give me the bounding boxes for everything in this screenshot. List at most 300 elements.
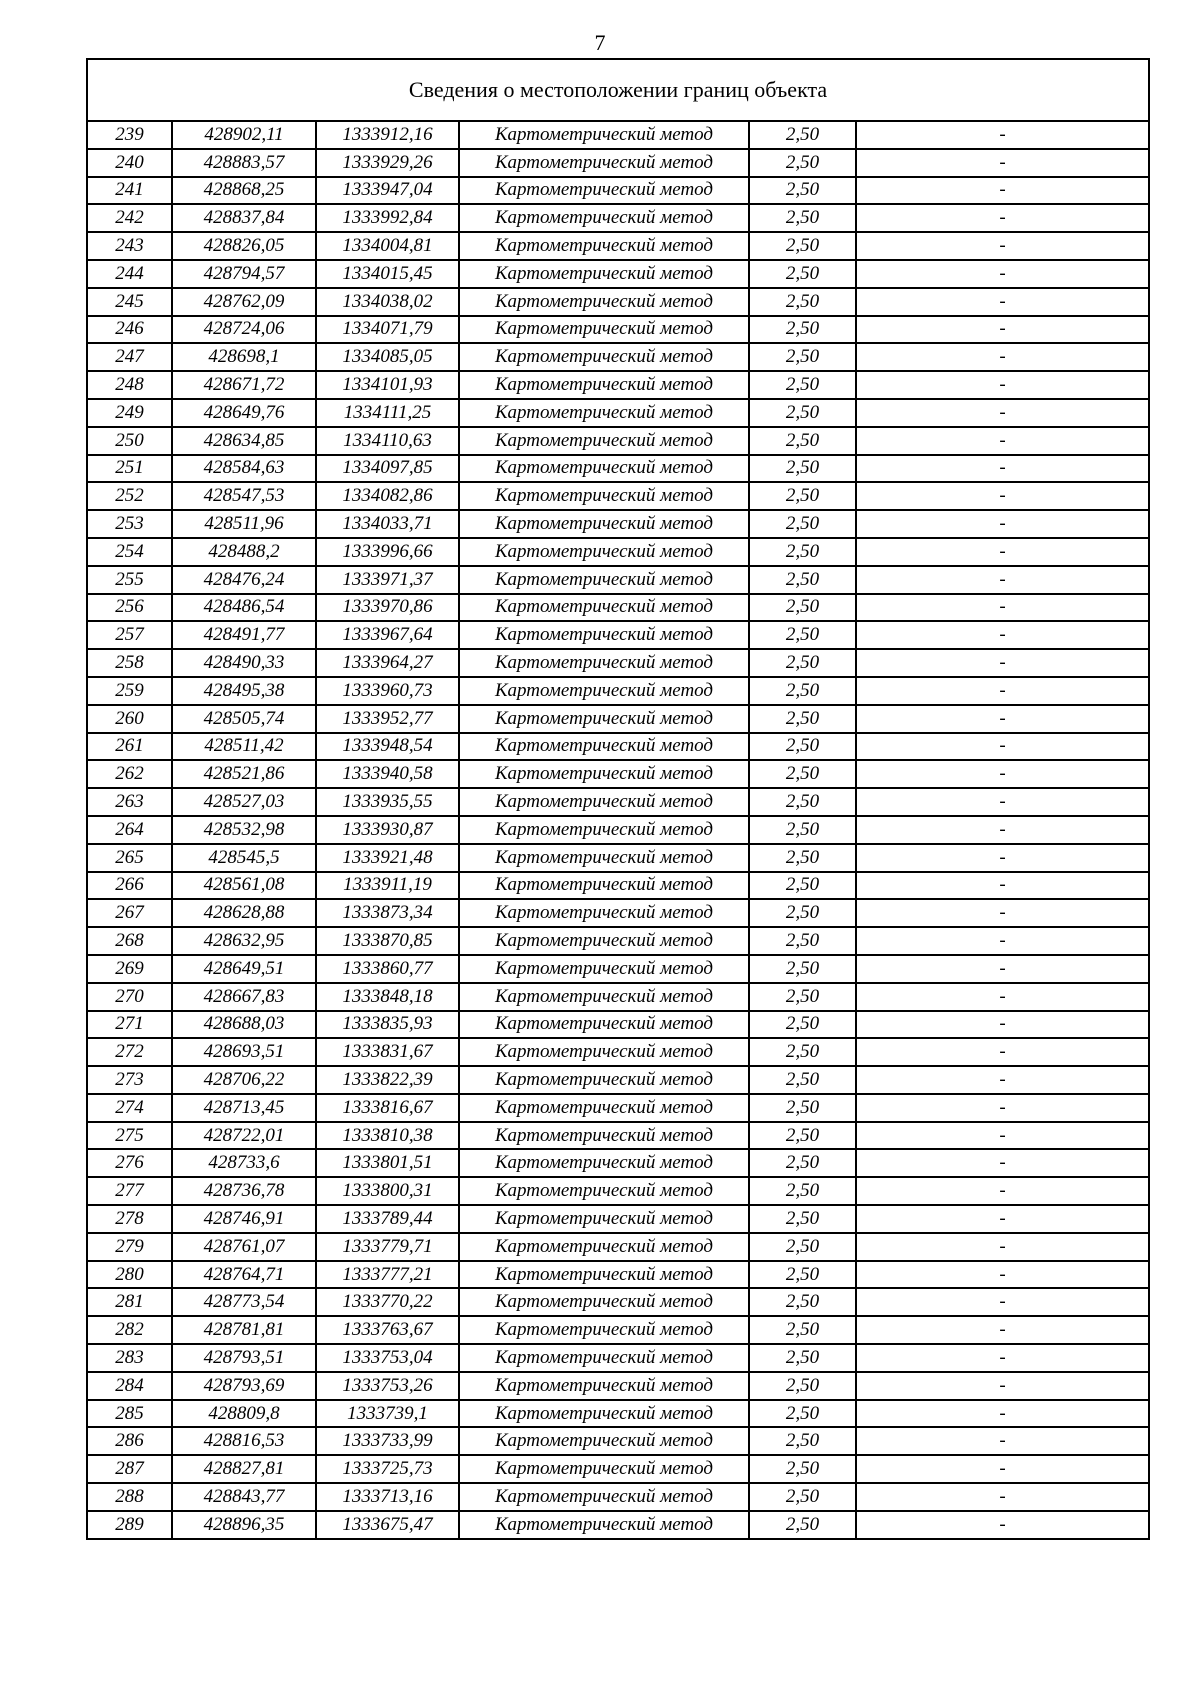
table-row (87, 1094, 1149, 1122)
accuracy-cell: 2,50 (749, 1455, 856, 1483)
method-cell: Картометрический метод (459, 1511, 749, 1539)
accuracy-cell: 2,50 (749, 566, 856, 594)
description-cell: - (856, 1483, 1149, 1511)
accuracy-cell: 2,50 (749, 1177, 856, 1205)
description-cell: - (856, 232, 1149, 260)
method-cell: Картометрический метод (459, 177, 749, 205)
method-cell: Картометрический метод (459, 1149, 749, 1177)
description-cell: - (856, 288, 1149, 316)
point-number-cell: 239 (87, 121, 172, 149)
description-cell: - (856, 1011, 1149, 1039)
accuracy-cell: 2,50 (749, 983, 856, 1011)
point-number-cell: 250 (87, 427, 172, 455)
accuracy-cell: 2,50 (749, 1400, 856, 1428)
table-row (87, 1205, 1149, 1233)
y-coordinate-cell: 1333996,66 (316, 538, 459, 566)
accuracy-cell: 2,50 (749, 427, 856, 455)
y-coordinate-cell: 1334101,93 (316, 371, 459, 399)
accuracy-cell: 2,50 (749, 955, 856, 983)
y-coordinate-cell: 1333763,67 (316, 1316, 459, 1344)
accuracy-cell: 2,50 (749, 204, 856, 232)
table-row (87, 177, 1149, 205)
description-cell: - (856, 316, 1149, 344)
description-cell: - (856, 149, 1149, 177)
method-cell: Картометрический метод (459, 232, 749, 260)
description-cell: - (856, 510, 1149, 538)
description-cell: - (856, 955, 1149, 983)
table-row (87, 510, 1149, 538)
point-number-cell: 271 (87, 1011, 172, 1039)
description-cell: - (856, 927, 1149, 955)
description-cell: - (856, 177, 1149, 205)
table-row (87, 371, 1149, 399)
x-coordinate-cell: 428902,11 (172, 121, 316, 149)
method-cell: Картометрический метод (459, 121, 749, 149)
y-coordinate-cell: 1333940,58 (316, 760, 459, 788)
point-number-cell: 274 (87, 1094, 172, 1122)
accuracy-cell: 2,50 (749, 343, 856, 371)
description-cell: - (856, 399, 1149, 427)
x-coordinate-cell: 428490,33 (172, 649, 316, 677)
x-coordinate-cell: 428511,42 (172, 733, 316, 761)
method-cell: Картометрический метод (459, 316, 749, 344)
x-coordinate-cell: 428826,05 (172, 232, 316, 260)
accuracy-cell: 2,50 (749, 288, 856, 316)
point-number-cell: 278 (87, 1205, 172, 1233)
point-number-cell: 243 (87, 232, 172, 260)
table-row (87, 1066, 1149, 1094)
accuracy-cell: 2,50 (749, 1372, 856, 1400)
x-coordinate-cell: 428722,01 (172, 1122, 316, 1150)
y-coordinate-cell: 1333948,54 (316, 733, 459, 761)
y-coordinate-cell: 1334085,05 (316, 343, 459, 371)
y-coordinate-cell: 1333992,84 (316, 204, 459, 232)
y-coordinate-cell: 1333921,48 (316, 844, 459, 872)
point-number-cell: 285 (87, 1400, 172, 1428)
description-cell: - (856, 1233, 1149, 1261)
method-cell: Картометрический метод (459, 455, 749, 483)
y-coordinate-cell: 1334110,63 (316, 427, 459, 455)
method-cell: Картометрический метод (459, 1344, 749, 1372)
table-row (87, 705, 1149, 733)
x-coordinate-cell: 428521,86 (172, 760, 316, 788)
y-coordinate-cell: 1333789,44 (316, 1205, 459, 1233)
accuracy-cell: 2,50 (749, 816, 856, 844)
description-cell: - (856, 594, 1149, 622)
x-coordinate-cell: 428794,57 (172, 260, 316, 288)
method-cell: Картометрический метод (459, 677, 749, 705)
description-cell: - (856, 455, 1149, 483)
table-row (87, 1316, 1149, 1344)
table-row (87, 316, 1149, 344)
point-number-cell: 270 (87, 983, 172, 1011)
point-number-cell: 275 (87, 1122, 172, 1150)
y-coordinate-cell: 1334111,25 (316, 399, 459, 427)
table-row (87, 1233, 1149, 1261)
table-body (87, 121, 1149, 1539)
y-coordinate-cell: 1333822,39 (316, 1066, 459, 1094)
method-cell: Картометрический метод (459, 705, 749, 733)
x-coordinate-cell: 428764,71 (172, 1261, 316, 1289)
description-cell: - (856, 427, 1149, 455)
x-coordinate-cell: 428762,09 (172, 288, 316, 316)
table-row (87, 1177, 1149, 1205)
point-number-cell: 246 (87, 316, 172, 344)
method-cell: Картометрический метод (459, 1372, 749, 1400)
point-number-cell: 288 (87, 1483, 172, 1511)
x-coordinate-cell: 428632,95 (172, 927, 316, 955)
table-row (87, 343, 1149, 371)
y-coordinate-cell: 1333835,93 (316, 1011, 459, 1039)
y-coordinate-cell: 1333753,04 (316, 1344, 459, 1372)
description-cell: - (856, 1122, 1149, 1150)
point-number-cell: 260 (87, 705, 172, 733)
method-cell: Картометрический метод (459, 872, 749, 900)
table-row (87, 455, 1149, 483)
table-row (87, 1149, 1149, 1177)
accuracy-cell: 2,50 (749, 260, 856, 288)
x-coordinate-cell: 428724,06 (172, 316, 316, 344)
method-cell: Картометрический метод (459, 1261, 749, 1289)
point-number-cell: 287 (87, 1455, 172, 1483)
table-row (87, 677, 1149, 705)
method-cell: Картометрический метод (459, 1177, 749, 1205)
table-row (87, 1288, 1149, 1316)
method-cell: Картометрический метод (459, 1427, 749, 1455)
method-cell: Картометрический метод (459, 149, 749, 177)
method-cell: Картометрический метод (459, 288, 749, 316)
table-title: Сведения о местоположении границ объекта (87, 59, 1149, 121)
table-row (87, 566, 1149, 594)
point-number-cell: 273 (87, 1066, 172, 1094)
table-row (87, 427, 1149, 455)
point-number-cell: 259 (87, 677, 172, 705)
y-coordinate-cell: 1333831,67 (316, 1038, 459, 1066)
x-coordinate-cell: 428527,03 (172, 788, 316, 816)
description-cell: - (856, 1066, 1149, 1094)
description-cell: - (856, 705, 1149, 733)
x-coordinate-cell: 428837,84 (172, 204, 316, 232)
method-cell: Картометрический метод (459, 1233, 749, 1261)
table-row (87, 1427, 1149, 1455)
y-coordinate-cell: 1333816,67 (316, 1094, 459, 1122)
x-coordinate-cell: 428746,91 (172, 1205, 316, 1233)
method-cell: Картометрический метод (459, 955, 749, 983)
description-cell: - (856, 1177, 1149, 1205)
accuracy-cell: 2,50 (749, 1483, 856, 1511)
description-cell: - (856, 983, 1149, 1011)
method-cell: Картометрический метод (459, 760, 749, 788)
accuracy-cell: 2,50 (749, 399, 856, 427)
table-row (87, 1511, 1149, 1539)
accuracy-cell: 2,50 (749, 455, 856, 483)
description-cell: - (856, 482, 1149, 510)
accuracy-cell: 2,50 (749, 149, 856, 177)
description-cell: - (856, 677, 1149, 705)
x-coordinate-cell: 428736,78 (172, 1177, 316, 1205)
accuracy-cell: 2,50 (749, 1344, 856, 1372)
point-number-cell: 249 (87, 399, 172, 427)
x-coordinate-cell: 428649,51 (172, 955, 316, 983)
y-coordinate-cell: 1333967,64 (316, 621, 459, 649)
description-cell: - (856, 371, 1149, 399)
x-coordinate-cell: 428827,81 (172, 1455, 316, 1483)
accuracy-cell: 2,50 (749, 1149, 856, 1177)
y-coordinate-cell: 1333873,34 (316, 899, 459, 927)
x-coordinate-cell: 428698,1 (172, 343, 316, 371)
x-coordinate-cell: 428649,76 (172, 399, 316, 427)
y-coordinate-cell: 1333779,71 (316, 1233, 459, 1261)
method-cell: Картометрический метод (459, 399, 749, 427)
x-coordinate-cell: 428809,8 (172, 1400, 316, 1428)
table-row (87, 288, 1149, 316)
x-coordinate-cell: 428584,63 (172, 455, 316, 483)
accuracy-cell: 2,50 (749, 649, 856, 677)
accuracy-cell: 2,50 (749, 1233, 856, 1261)
description-cell: - (856, 816, 1149, 844)
point-number-cell: 267 (87, 899, 172, 927)
x-coordinate-cell: 428773,54 (172, 1288, 316, 1316)
point-number-cell: 281 (87, 1288, 172, 1316)
table-row (87, 983, 1149, 1011)
description-cell: - (856, 788, 1149, 816)
table-row (87, 121, 1149, 149)
accuracy-cell: 2,50 (749, 872, 856, 900)
accuracy-cell: 2,50 (749, 844, 856, 872)
point-number-cell: 277 (87, 1177, 172, 1205)
accuracy-cell: 2,50 (749, 899, 856, 927)
table-row (87, 232, 1149, 260)
point-number-cell: 286 (87, 1427, 172, 1455)
accuracy-cell: 2,50 (749, 232, 856, 260)
x-coordinate-cell: 428505,74 (172, 705, 316, 733)
point-number-cell: 280 (87, 1261, 172, 1289)
point-number-cell: 248 (87, 371, 172, 399)
description-cell: - (856, 1094, 1149, 1122)
method-cell: Картометрический метод (459, 260, 749, 288)
accuracy-cell: 2,50 (749, 788, 856, 816)
accuracy-cell: 2,50 (749, 1316, 856, 1344)
x-coordinate-cell: 428561,08 (172, 872, 316, 900)
y-coordinate-cell: 1334071,79 (316, 316, 459, 344)
point-number-cell: 289 (87, 1511, 172, 1539)
point-number-cell: 245 (87, 288, 172, 316)
table-row (87, 816, 1149, 844)
table-row (87, 788, 1149, 816)
point-number-cell: 269 (87, 955, 172, 983)
accuracy-cell: 2,50 (749, 1122, 856, 1150)
description-cell: - (856, 1400, 1149, 1428)
description-cell: - (856, 844, 1149, 872)
y-coordinate-cell: 1333960,73 (316, 677, 459, 705)
y-coordinate-cell: 1334015,45 (316, 260, 459, 288)
method-cell: Картометрический метод (459, 594, 749, 622)
table-row (87, 621, 1149, 649)
x-coordinate-cell: 428713,45 (172, 1094, 316, 1122)
method-cell: Картометрический метод (459, 204, 749, 232)
accuracy-cell: 2,50 (749, 1511, 856, 1539)
description-cell: - (856, 733, 1149, 761)
accuracy-cell: 2,50 (749, 121, 856, 149)
accuracy-cell: 2,50 (749, 760, 856, 788)
description-cell: - (856, 1149, 1149, 1177)
point-number-cell: 247 (87, 343, 172, 371)
point-number-cell: 272 (87, 1038, 172, 1066)
x-coordinate-cell: 428761,07 (172, 1233, 316, 1261)
x-coordinate-cell: 428547,53 (172, 482, 316, 510)
table-row (87, 649, 1149, 677)
point-number-cell: 283 (87, 1344, 172, 1372)
table-row (87, 733, 1149, 761)
point-number-cell: 263 (87, 788, 172, 816)
x-coordinate-cell: 428896,35 (172, 1511, 316, 1539)
description-cell: - (856, 538, 1149, 566)
description-cell: - (856, 1344, 1149, 1372)
table-row (87, 899, 1149, 927)
x-coordinate-cell: 428793,69 (172, 1372, 316, 1400)
boundary-coordinates-table (86, 58, 1150, 1540)
y-coordinate-cell: 1333725,73 (316, 1455, 459, 1483)
table-row (87, 1455, 1149, 1483)
method-cell: Картометрический метод (459, 983, 749, 1011)
method-cell: Картометрический метод (459, 482, 749, 510)
table-row (87, 872, 1149, 900)
description-cell: - (856, 1316, 1149, 1344)
description-cell: - (856, 760, 1149, 788)
x-coordinate-cell: 428816,53 (172, 1427, 316, 1455)
point-number-cell: 240 (87, 149, 172, 177)
method-cell: Картометрический метод (459, 844, 749, 872)
y-coordinate-cell: 1333952,77 (316, 705, 459, 733)
method-cell: Картометрический метод (459, 343, 749, 371)
method-cell: Картометрический метод (459, 566, 749, 594)
description-cell: - (856, 121, 1149, 149)
point-number-cell: 262 (87, 760, 172, 788)
method-cell: Картометрический метод (459, 927, 749, 955)
table-row (87, 204, 1149, 232)
accuracy-cell: 2,50 (749, 316, 856, 344)
table-row (87, 1344, 1149, 1372)
y-coordinate-cell: 1333964,27 (316, 649, 459, 677)
method-cell: Картометрический метод (459, 538, 749, 566)
method-cell: Картометрический метод (459, 1011, 749, 1039)
point-number-cell: 257 (87, 621, 172, 649)
description-cell: - (856, 649, 1149, 677)
y-coordinate-cell: 1333870,85 (316, 927, 459, 955)
x-coordinate-cell: 428476,24 (172, 566, 316, 594)
point-number-cell: 258 (87, 649, 172, 677)
y-coordinate-cell: 1334004,81 (316, 232, 459, 260)
y-coordinate-cell: 1333911,19 (316, 872, 459, 900)
y-coordinate-cell: 1333810,38 (316, 1122, 459, 1150)
table-row (87, 1261, 1149, 1289)
method-cell: Картометрический метод (459, 899, 749, 927)
table-row (87, 260, 1149, 288)
y-coordinate-cell: 1333970,86 (316, 594, 459, 622)
method-cell: Картометрический метод (459, 733, 749, 761)
y-coordinate-cell: 1333713,16 (316, 1483, 459, 1511)
y-coordinate-cell: 1334082,86 (316, 482, 459, 510)
method-cell: Картометрический метод (459, 1094, 749, 1122)
accuracy-cell: 2,50 (749, 621, 856, 649)
table-row (87, 594, 1149, 622)
description-cell: - (856, 204, 1149, 232)
accuracy-cell: 2,50 (749, 1205, 856, 1233)
point-number-cell: 284 (87, 1372, 172, 1400)
description-cell: - (856, 260, 1149, 288)
point-number-cell: 282 (87, 1316, 172, 1344)
table-row (87, 955, 1149, 983)
point-number-cell: 276 (87, 1149, 172, 1177)
description-cell: - (856, 1038, 1149, 1066)
method-cell: Картометрический метод (459, 1122, 749, 1150)
x-coordinate-cell: 428883,57 (172, 149, 316, 177)
point-number-cell: 241 (87, 177, 172, 205)
method-cell: Картометрический метод (459, 1455, 749, 1483)
x-coordinate-cell: 428491,77 (172, 621, 316, 649)
x-coordinate-cell: 428793,51 (172, 1344, 316, 1372)
accuracy-cell: 2,50 (749, 927, 856, 955)
x-coordinate-cell: 428688,03 (172, 1011, 316, 1039)
point-number-cell: 256 (87, 594, 172, 622)
method-cell: Картометрический метод (459, 371, 749, 399)
table-row (87, 1038, 1149, 1066)
method-cell: Картометрический метод (459, 1288, 749, 1316)
y-coordinate-cell: 1333860,77 (316, 955, 459, 983)
point-number-cell: 242 (87, 204, 172, 232)
y-coordinate-cell: 1333947,04 (316, 177, 459, 205)
accuracy-cell: 2,50 (749, 1427, 856, 1455)
y-coordinate-cell: 1333801,51 (316, 1149, 459, 1177)
point-number-cell: 266 (87, 872, 172, 900)
table-row (87, 1400, 1149, 1428)
table-row (87, 927, 1149, 955)
x-coordinate-cell: 428488,2 (172, 538, 316, 566)
y-coordinate-cell: 1333733,99 (316, 1427, 459, 1455)
accuracy-cell: 2,50 (749, 705, 856, 733)
description-cell: - (856, 1511, 1149, 1539)
method-cell: Картометрический метод (459, 1205, 749, 1233)
accuracy-cell: 2,50 (749, 510, 856, 538)
y-coordinate-cell: 1334033,71 (316, 510, 459, 538)
table-row (87, 1372, 1149, 1400)
point-number-cell: 244 (87, 260, 172, 288)
method-cell: Картометрический метод (459, 788, 749, 816)
x-coordinate-cell: 428706,22 (172, 1066, 316, 1094)
accuracy-cell: 2,50 (749, 1261, 856, 1289)
point-number-cell: 252 (87, 482, 172, 510)
table-row (87, 844, 1149, 872)
method-cell: Картометрический метод (459, 1483, 749, 1511)
x-coordinate-cell: 428486,54 (172, 594, 316, 622)
y-coordinate-cell: 1334097,85 (316, 455, 459, 483)
description-cell: - (856, 1288, 1149, 1316)
x-coordinate-cell: 428671,72 (172, 371, 316, 399)
description-cell: - (856, 343, 1149, 371)
y-coordinate-cell: 1333753,26 (316, 1372, 459, 1400)
x-coordinate-cell: 428843,77 (172, 1483, 316, 1511)
x-coordinate-cell: 428495,38 (172, 677, 316, 705)
accuracy-cell: 2,50 (749, 177, 856, 205)
x-coordinate-cell: 428693,51 (172, 1038, 316, 1066)
table-row (87, 1483, 1149, 1511)
method-cell: Картометрический метод (459, 621, 749, 649)
y-coordinate-cell: 1333929,26 (316, 149, 459, 177)
description-cell: - (856, 1427, 1149, 1455)
description-cell: - (856, 621, 1149, 649)
method-cell: Картометрический метод (459, 1400, 749, 1428)
accuracy-cell: 2,50 (749, 1038, 856, 1066)
